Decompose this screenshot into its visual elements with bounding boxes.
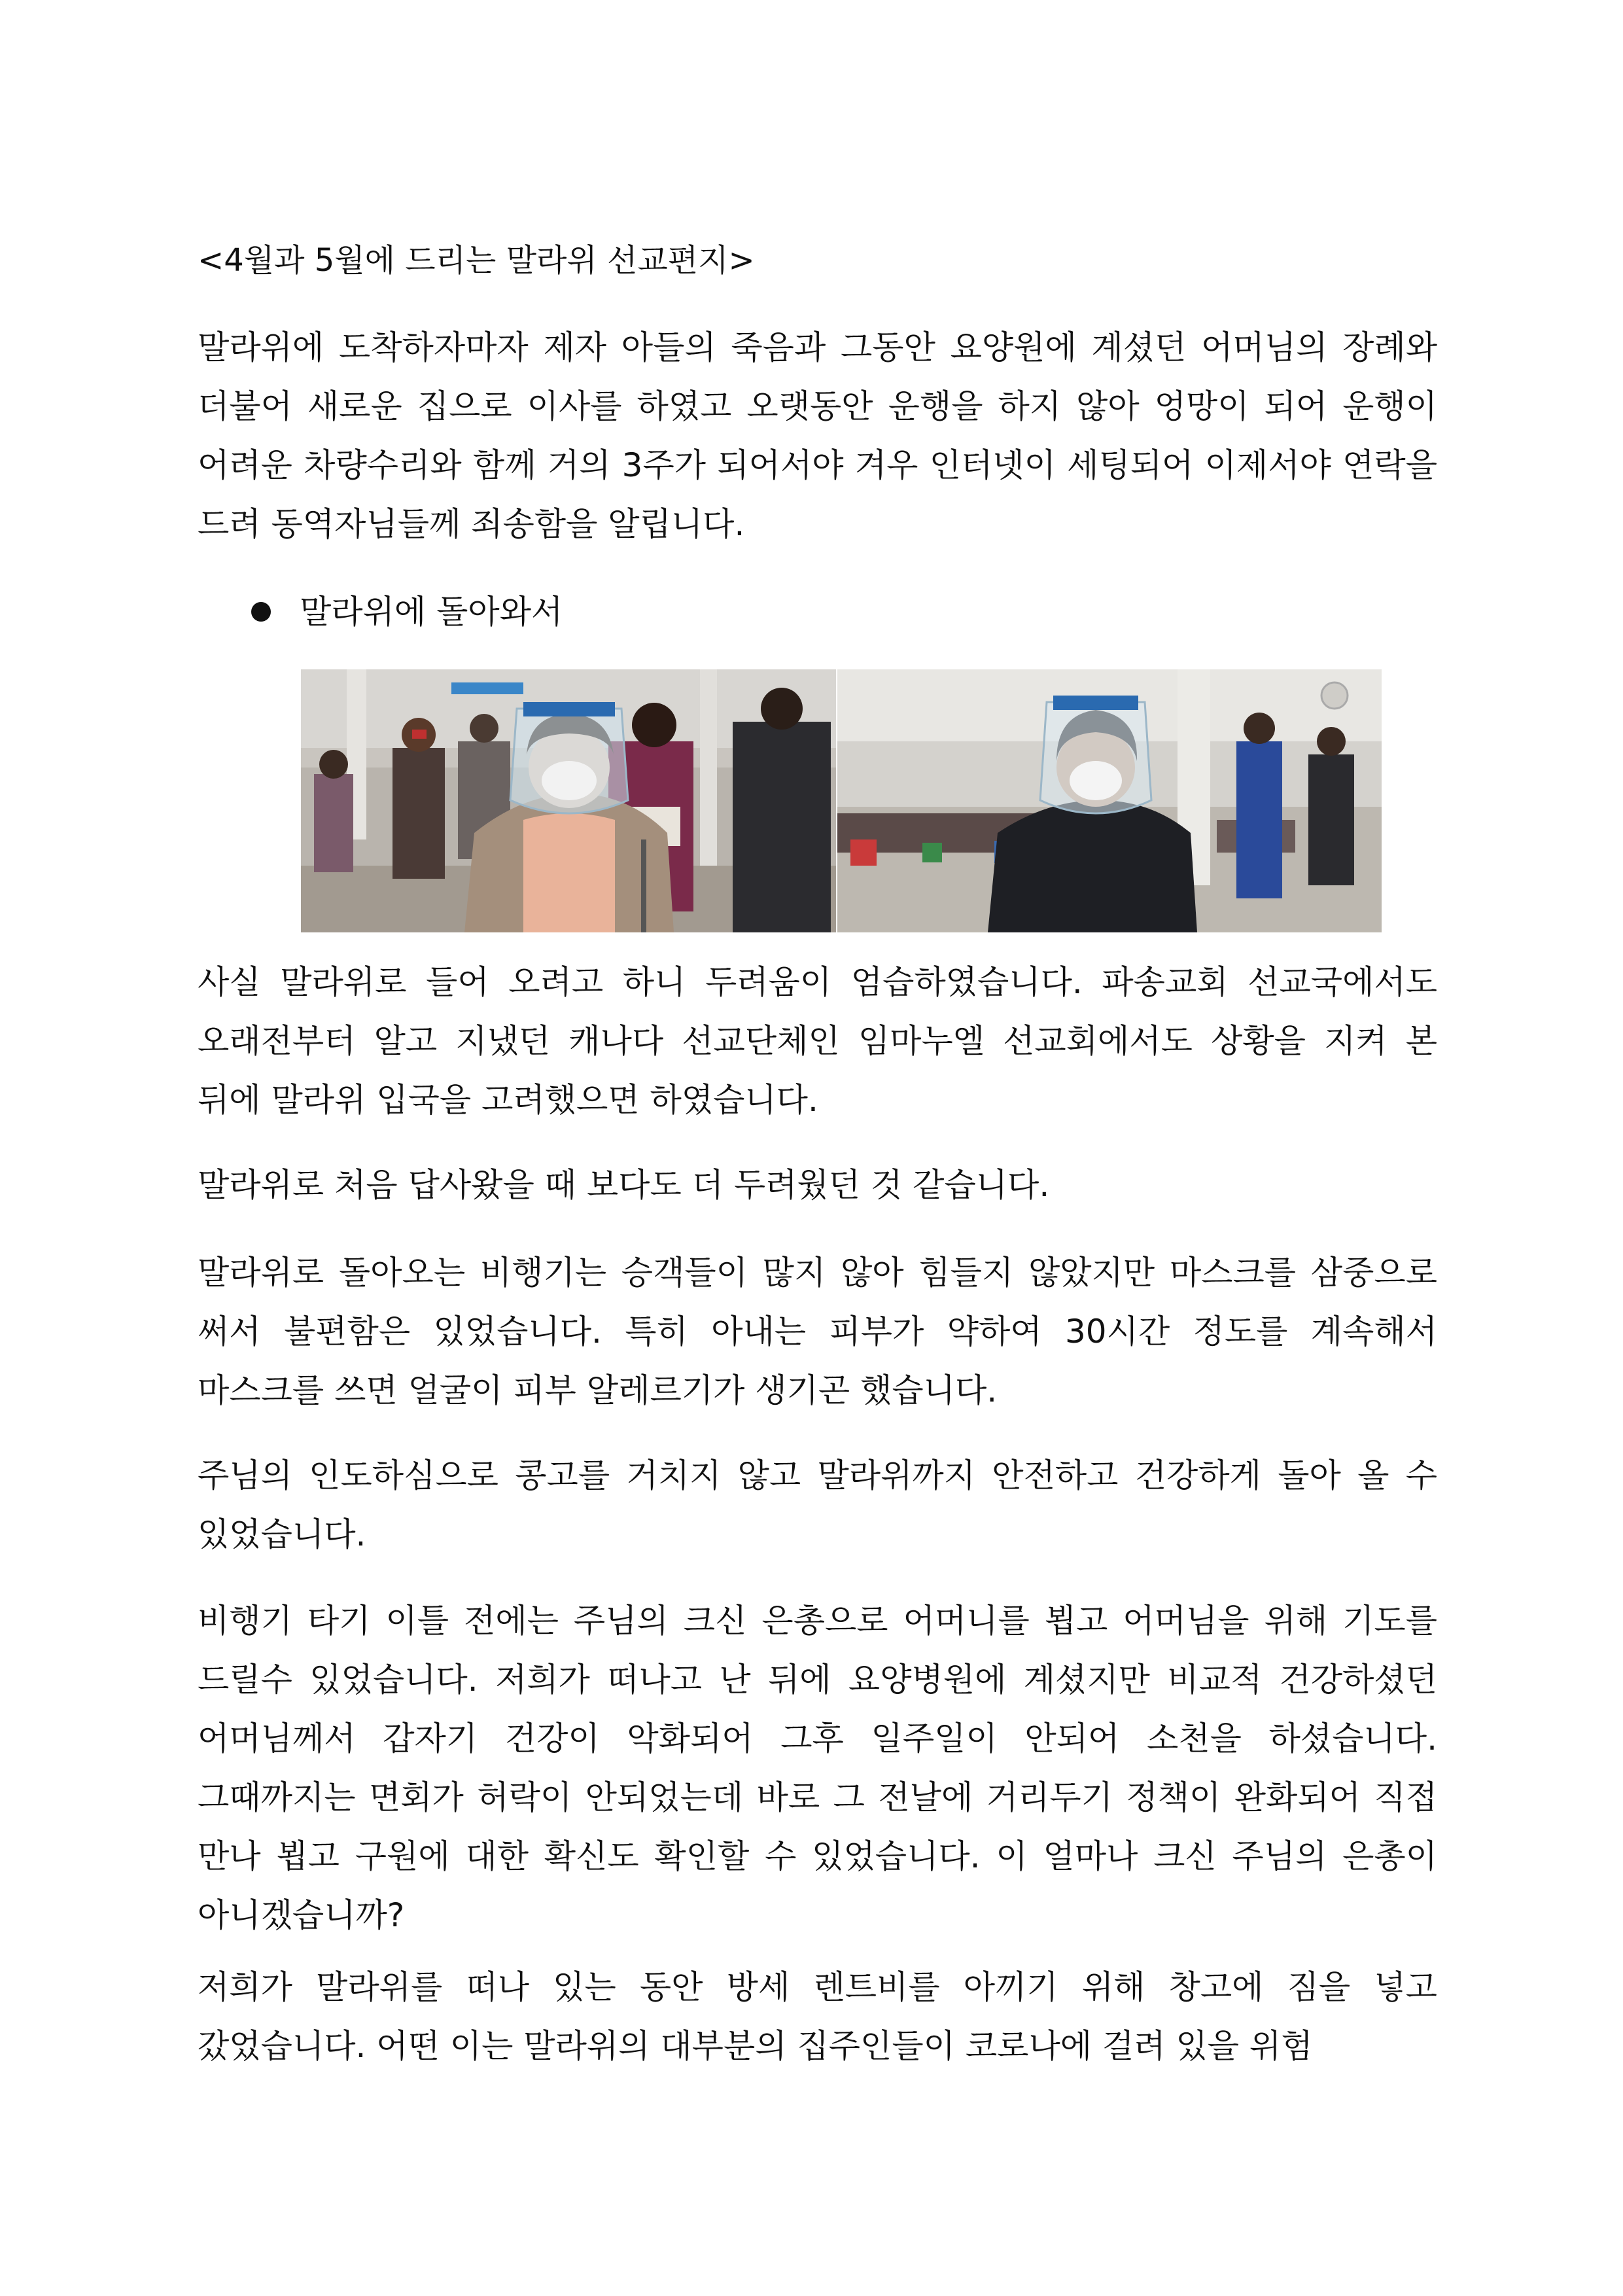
bullet-item [251, 582, 563, 641]
paragraph-storage: 저희가 말라위를 떠나 있는 동안 방세 렌트비를 아끼기 위해 창고에 짐을 넣고 갔었습니다. 어떤 이는 말라위의 대부분의 집주인들이 코로나에 걸려 있을 위험 [198, 1968, 1437, 2065]
paragraph-arrival: 말라위에 도착하자마자 제자 아들의 죽음과 그동안 요양원에 계셨던 어머님의 장례와 더불어 새로운 집으로 이사를 하였고 오랫동안 운행을 하지 않아 엉망이 되어 운행이 어려운 차량수리와 함께 거의 3주가 되어서야 겨우 인터넷이 세팅되어 이제서야 연락을 드려 동역자님들께 죄송함을 알립니다. [198, 328, 1437, 543]
airport-photo-man-icon [837, 669, 1382, 932]
paragraph-guidance: 주님의 인도하심으로 콩고를 거치지 않고 말라위까지 안전하고 건강하게 돌아 올 수 있었습니다. [198, 1457, 1437, 1553]
paragraph-mother: 비행기 타기 이틀 전에는 주님의 크신 은총으로 어머니를 뵙고 어머님을 위해 기도를 드릴수 있었습니다. 저희가 떠나고 난 뒤에 요양병원에 계셨지만 비교적 건강하셨던 어머님께서 갑자기 건강이 악화되어 그후 일주일이 안되어 소천을 하셨습니다. 그때까지는 면회가 허락이 안되었는데 바로 그 전날에 거리두기 정책이 완화되어 직접 만나 뵙고 구원에 대한 확신도 확인할 수 있었습니다. 이 얼마나 크신 주님의 은총이 아니겠습니까? [198, 1602, 1438, 1934]
bullet-label: 말라위에 돌아와서 [300, 593, 563, 631]
letter-title: <4월과 5월에 드리는 말라위 선교편지> [198, 242, 755, 279]
bullet-dot-icon [251, 602, 271, 622]
paragraph-fear: 사실 말라위로 들어 오려고 하니 두려움이 엄습하였습니다. 파송교회 선교국에서도 오래전부터 알고 지냈던 캐나다 선교단체인 임마누엘 선교회에서도 상황을 지켜 본 뒤에 말라위 입국을 고려했으면 하였습니다. [198, 963, 1437, 1119]
airport-photo-left [301, 669, 836, 932]
paragraph-first-visit: 말라위로 처음 답사왔을 때 보다도 더 두려웠던 것 같습니다. [198, 1166, 1050, 1204]
paragraph-flight: 말라위로 돌아오는 비행기는 승객들이 많지 않아 힘들지 않았지만 마스크를 삼중으로 써서 불편함은 있었습니다. 특히 아내는 피부가 약하여 30시간 정도를 계속해서 마스크를 쓰면 얼굴이 피부 알레르기가 생기곤 했습니다. [198, 1254, 1437, 1409]
airport-photo-woman-icon [301, 669, 836, 932]
airport-photo-right [837, 669, 1382, 932]
